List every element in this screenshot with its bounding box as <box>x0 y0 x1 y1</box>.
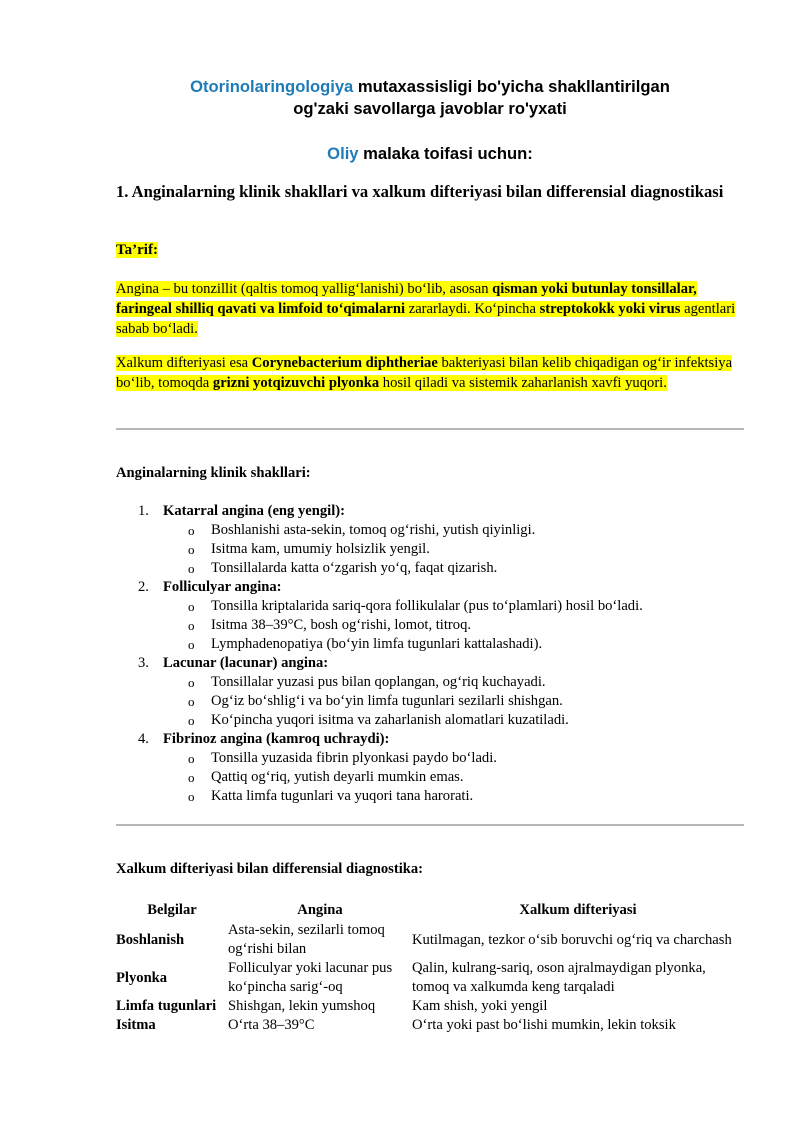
sub-list-item <box>116 749 744 768</box>
sub-item-text: Qattiq og‘riq, yutish deyarli mumkin emas. <box>211 769 464 785</box>
table-row <box>116 1016 744 1035</box>
sub-item-text: Boshlanishi asta-sekin, tomoq og‘rishi, yutish qiyinligi. <box>211 522 536 538</box>
list-item <box>116 578 744 597</box>
table-cell: Boshlanish <box>116 931 185 948</box>
list-number: 4. <box>138 731 149 747</box>
table-cell: O‘rta 38–39°C <box>228 1017 315 1033</box>
table-cell: Qalin, kulrang-sariq, oson ajralmaydigan plyonka, tomoq va xalkumda keng tarqaladi <box>412 960 706 995</box>
sub-list-item <box>116 673 744 692</box>
form-name: Katarral angina (eng yengil): <box>163 503 346 519</box>
bullet-icon: o <box>188 561 195 576</box>
subtitle-rest: malaka toifasi uchun: <box>358 144 533 163</box>
bullet-icon: o <box>188 770 195 785</box>
bullet-icon: o <box>188 523 195 538</box>
table-row <box>116 959 744 997</box>
para2-bold-2: grizni yotqizuvchi plyonka <box>212 375 380 391</box>
title-line1-rest: mutaxassisligi bo'yicha shakllantirilgan <box>353 77 670 96</box>
sub-item-text: Tonsilla kriptalarida sariq-qora follikulalar (pus to‘plamlari) hosil bo‘ladi. <box>211 598 643 614</box>
para2-text-2: bakteriyasi bilan kelib chiqadigan og‘ir infektsiya bo‘lib, tomoqda <box>116 355 733 391</box>
para1-text-1: Angina – bu tonzillit (qaltis tomoq yallig‘lanishi) bo‘lib, asosan <box>116 281 493 297</box>
bullet-icon: o <box>188 542 195 557</box>
sub-list-item <box>116 711 744 730</box>
sub-list-item <box>116 692 744 711</box>
table-cell: Shishgan, lekin yumshoq <box>228 998 376 1014</box>
table-row <box>116 921 744 959</box>
table-cell: O‘rta yoki past bo‘lishi mumkin, lekin toksik <box>412 1017 676 1033</box>
differential-diagnosis-heading: Xalkum difteriyasi bilan differensial diagnostika: <box>116 861 424 877</box>
sub-list-item <box>116 616 744 635</box>
para1-text-3: agentlari sabab bo‘ladi. <box>116 301 736 337</box>
sub-list-item <box>116 768 744 787</box>
sub-item-text: Katta limfa tugunlari va yuqori tana harorati. <box>211 788 474 804</box>
list-item <box>116 730 744 749</box>
sub-list-item <box>116 597 744 616</box>
sub-list-item <box>116 559 744 578</box>
table-header-cell: Xalkum difteriyasi <box>519 901 637 918</box>
para2-text-3: hosil qiladi va sistemik zaharlanish xavfi yuqori. <box>379 375 667 391</box>
document-title <box>116 76 744 120</box>
bullet-icon: o <box>188 637 195 652</box>
title-line2: og'zaki savollarga javoblar ro'yxati <box>293 99 567 118</box>
tarif-label-text: Ta’rif: <box>116 242 158 258</box>
para1-bold-2: streptokokk yoki virus <box>539 301 681 317</box>
clinical-forms-list <box>116 502 744 806</box>
para2-text-1: Xalkum difteriyasi esa <box>116 355 252 371</box>
form-name: Lacunar (lacunar) angina: <box>163 655 329 671</box>
sub-item-text: Tonsillalarda katta o‘zgarish yo‘q, faqat qizarish. <box>211 560 498 576</box>
differential-diagnosis-table <box>116 899 744 1035</box>
para2-bold-1: Corynebacterium diphtheriae <box>251 355 438 371</box>
sub-list-item <box>116 787 744 806</box>
sub-item-text: Tonsilla yuzasida fibrin plyonkasi paydo bo‘ladi. <box>211 750 497 766</box>
table-cell: Limfa tugunlari <box>116 998 217 1014</box>
table-header-cell: Angina <box>297 901 343 918</box>
sub-item-text: Tonsillalar yuzasi pus bilan qoplangan, og‘riq kuchayadi. <box>211 674 546 690</box>
tarif-label <box>116 242 158 259</box>
form-name: Folliculyar angina: <box>163 579 282 595</box>
bullet-icon: o <box>188 618 195 633</box>
sub-list-item <box>116 521 744 540</box>
sub-item-text: Isitma 38–39°C, bosh og‘rishi, lomot, titroq. <box>211 617 472 633</box>
document-subtitle <box>116 144 744 164</box>
bullet-icon: o <box>188 599 195 614</box>
sub-list-item <box>116 540 744 559</box>
form-name: Fibrinoz angina (kamroq uchraydi): <box>163 731 390 747</box>
sub-item-text: Isitma kam, umumiy holsizlik yengil. <box>211 541 430 557</box>
bullet-icon: o <box>188 675 195 690</box>
subtitle-accent: Oliy <box>327 144 359 163</box>
divider <box>116 428 744 430</box>
list-number: 3. <box>138 655 149 671</box>
table-header-row <box>116 899 744 921</box>
para1-text-2: zararlaydi. Ko‘pincha <box>405 301 540 317</box>
sub-item-text: Ko‘pincha yuqori isitma va zaharlanish alomatlari kuzatiladi. <box>211 712 569 728</box>
bullet-icon: o <box>188 694 195 709</box>
table-header-cell: Belgilar <box>147 901 197 918</box>
table-cell: Folliculyar yoki lacunar pus ko‘pincha sarig‘-oq <box>228 960 393 995</box>
table-cell: Plyonka <box>116 969 168 986</box>
table-cell: Asta-sekin, sezilarli tomoq og‘rishi bilan <box>228 922 385 957</box>
para1-bold-1: qisman yoki butunlay tonsillalar, faringeal shilliq qavati va limfoid to‘qimalarni <box>116 281 697 317</box>
bullet-icon: o <box>188 751 195 766</box>
sub-list-item <box>116 635 744 654</box>
title-accent: Otorinolaringologiya <box>190 77 354 96</box>
table-cell: Kam shish, yoki yengil <box>412 998 548 1014</box>
table-cell: Kutilmagan, tezkor o‘sib boruvchi og‘riq va charchash <box>412 931 732 948</box>
forms-heading: Anginalarning klinik shakllari: <box>116 465 311 481</box>
bullet-icon: o <box>188 713 195 728</box>
sub-item-text: Lymphadenopatiya (bo‘yin limfa tugunlari kattalashadi). <box>211 636 543 652</box>
angina-definition-paragraph <box>116 279 742 339</box>
table-cell: Isitma <box>116 1017 156 1033</box>
diphtheria-definition-paragraph <box>116 353 742 393</box>
table-row <box>116 997 744 1016</box>
divider <box>116 824 744 826</box>
list-item <box>116 502 744 521</box>
list-number: 2. <box>138 579 149 595</box>
sub-item-text: Og‘iz bo‘shlig‘i va bo‘yin limfa tugunlari sezilarli shishgan. <box>211 693 563 709</box>
question-heading: 1. Anginalarning klinik shakllari va xalkum difteriyasi bilan differensial diagnostikasi <box>116 182 724 201</box>
list-number: 1. <box>138 503 149 519</box>
bullet-icon: o <box>188 789 195 804</box>
list-item <box>116 654 744 673</box>
